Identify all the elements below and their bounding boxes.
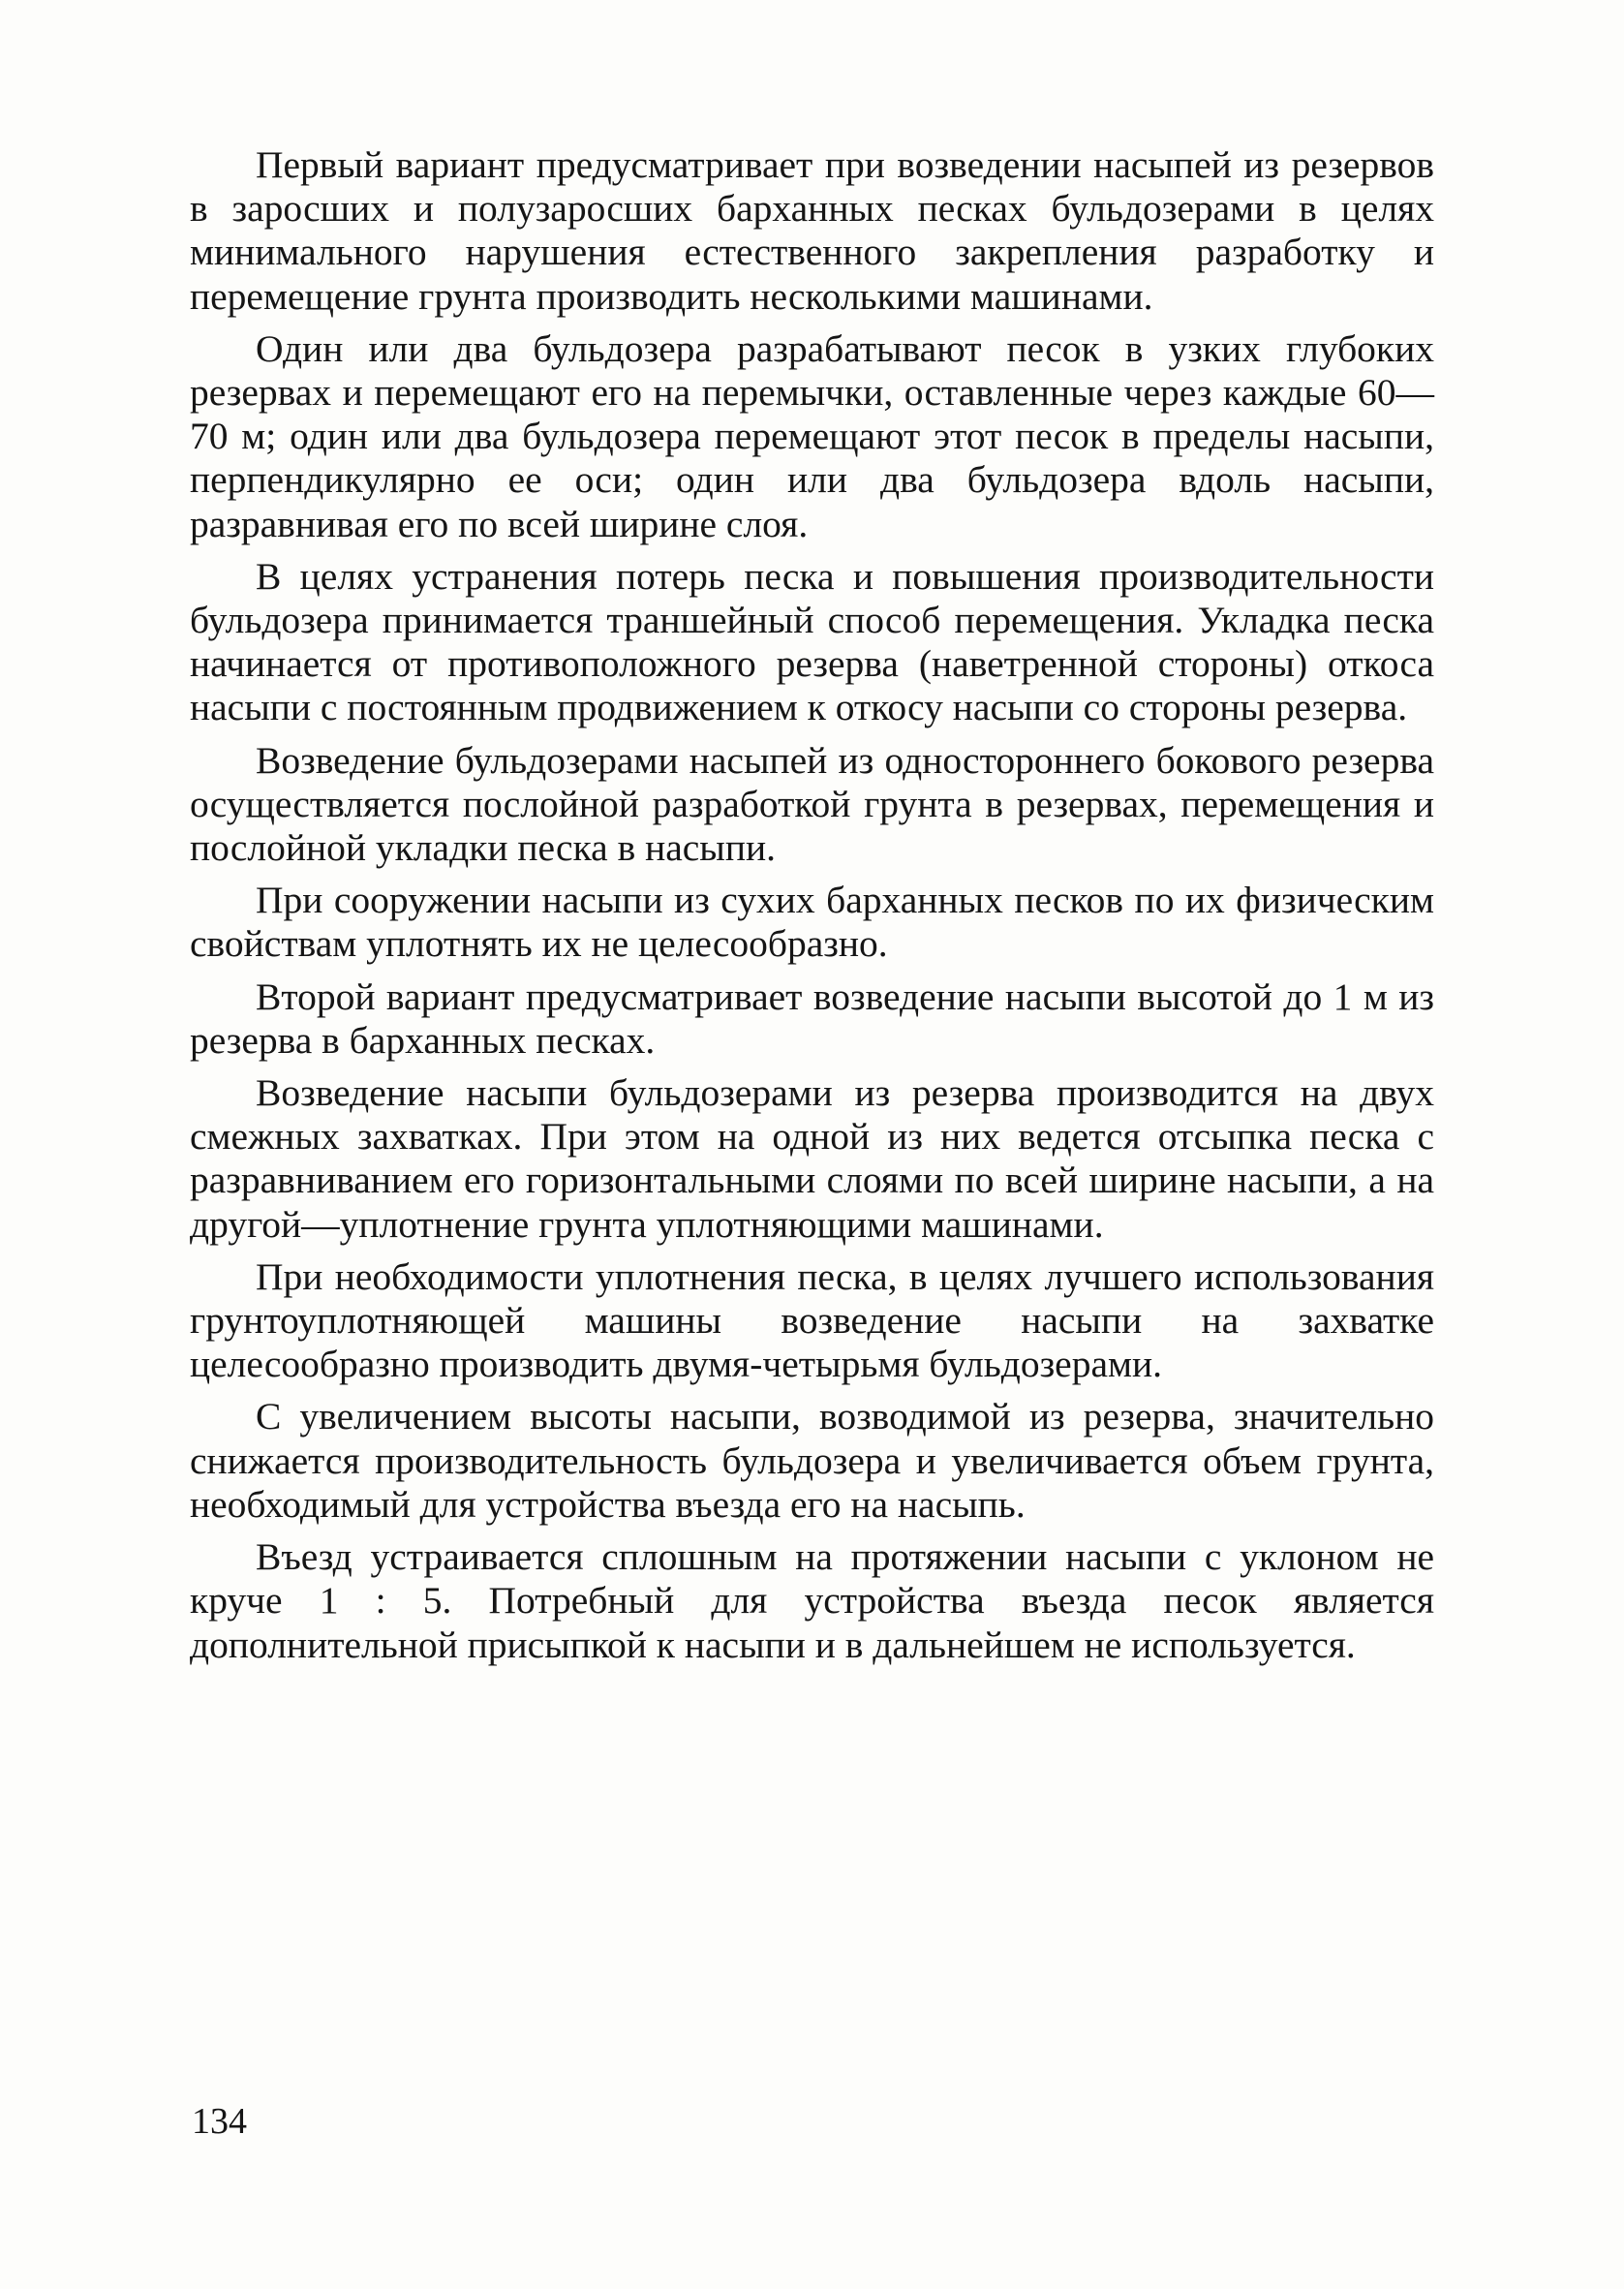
- paragraph: Возведение насыпи бульдозерами из резерва производится на двух смежных захватках. При этом на одной из них ведется отсыпка песка с разравниванием его горизонтальными слоями по всей ширине насыпи, а на другой—уплотнение грунта уплотняющими машинами.: [190, 1071, 1434, 1246]
- paragraph: При необходимости уплотнения песка, в целях лучшего использования грунтоуплотняющей машины возведение насыпи на захватке целесообразно производить двумя-четырьмя бульдозерами.: [190, 1254, 1434, 1386]
- paragraph: Въезд устраивается сплошным на протяжении насыпи с уклоном не круче 1 : 5. Потребный для устройства въезда песок является дополнительной присыпкой к насыпи и в дальнейшем не используется.: [190, 1535, 1434, 1666]
- body-text: [190, 143, 1434, 1676]
- paragraph: С увеличением высоты насыпи, возводимой из резерва, значительно снижается производительность бульдозера и увеличивается объем грунта, необходимый для устройства въезда его на насыпь.: [190, 1395, 1434, 1526]
- paragraph: В целях устранения потерь песка и повышения производительности бульдозера принимается траншейный способ перемещения. Укладка песка начинается от противоположного резерва (наветренной стороны) откоса насыпи с постоянным продвижением к откосу насыпи со стороны резерва.: [190, 554, 1434, 729]
- page-number: 134: [192, 2101, 247, 2142]
- paragraph: Второй вариант предусматривает возведение насыпи высотой до 1 м из резерва в барханных песках.: [190, 974, 1434, 1062]
- paragraph: Возведение бульдозерами насыпей из одностороннего бокового резерва осуществляется послойной разработкой грунта в резервах, перемещения и послойной укладки песка в насыпи.: [190, 738, 1434, 870]
- paragraph: Первый вариант предусматривает при возведении насыпей из резервов в заросших и полузаросших барханных песках бульдозерами в целях минимального нарушения естественного закрепления разработку и перемещение грунта производить несколькими машинами.: [190, 143, 1434, 318]
- paragraph: При сооружении насыпи из сухих барханных песков по их физическим свойствам уплотнять их не целесообразно.: [190, 879, 1434, 966]
- paragraph: Один или два бульдозера разрабатывают песок в узких глубоких резервах и перемещают его на перемычки, оставленные через каждые 60—70 м; один или два бульдозера перемещают этот песок в пределы насыпи, перпендикулярно ее оси; один или два бульдозера вдоль насыпи, разравнивая его по всей ширине слоя.: [190, 326, 1434, 545]
